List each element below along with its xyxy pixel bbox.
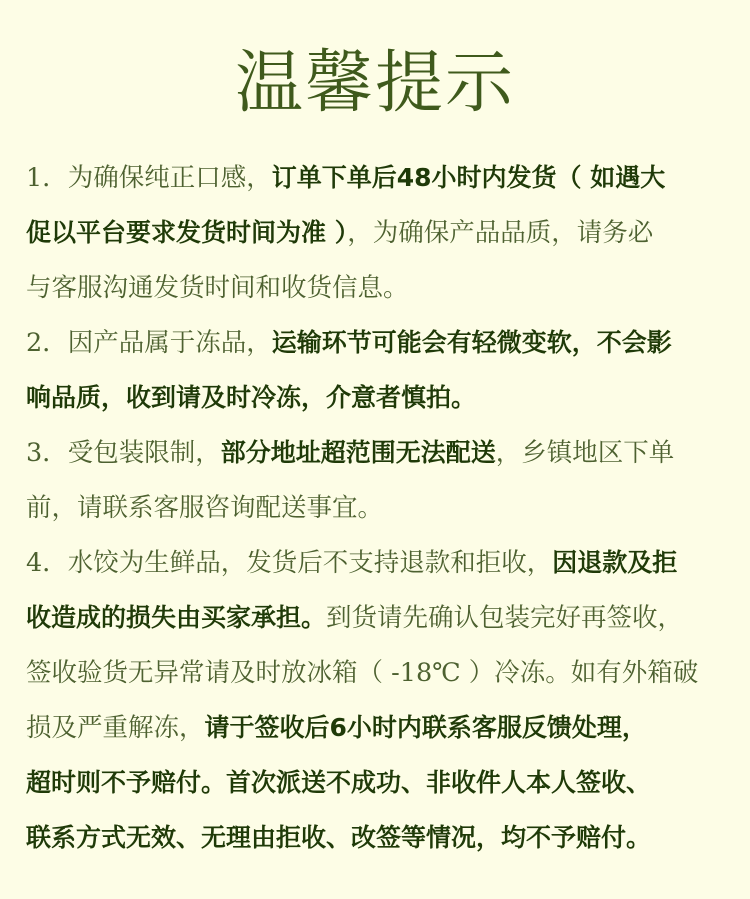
notice-line	[26, 370, 736, 426]
text-segment: 4．水饺为生鲜品，发货后不支持退款和拒收，	[26, 548, 553, 578]
notice-line	[26, 315, 736, 371]
notice-line	[26, 645, 736, 701]
notice-line	[26, 150, 736, 206]
notice-line	[26, 260, 736, 316]
page-title: 温馨提示	[234, 44, 515, 123]
emphasis-text: 收造成的损失由买家承担。	[26, 603, 327, 632]
notice-line	[26, 590, 736, 646]
notice-line	[26, 535, 736, 591]
text-segment: 1．为确保纯正口感，	[26, 163, 272, 193]
emphasis-text: 联系方式无效、无理由拒收、改签等情况，均不予赔付。	[26, 823, 652, 852]
text-segment: 前，请联系客服咨询配送事宜。	[26, 493, 384, 523]
notice-line	[26, 700, 736, 756]
notice-line	[26, 755, 736, 811]
text-segment: 2．因产品属于冻品，	[26, 328, 272, 358]
notice-line	[26, 425, 736, 481]
notice-line	[26, 810, 736, 866]
emphasis-text: 促以平台要求发货时间为准 ）	[26, 218, 348, 247]
text-segment: 与客服沟通发货时间和收货信息。	[26, 273, 409, 303]
text-segment: 损及严重解冻，	[26, 713, 205, 743]
emphasis-text: 请于签收后6小时内联系客服反馈处理，	[204, 713, 647, 742]
emphasis-text: 响品质，收到请及时冷冻，介意者慎拍。	[26, 383, 477, 412]
notice-line	[26, 480, 736, 536]
notice-line	[26, 205, 736, 261]
text-segment: 到货请先确认包装完好再签收，	[326, 603, 684, 633]
text-segment: ，乡镇地区下单	[495, 438, 675, 468]
emphasis-text: 订单下单后48小时内发货（ 如遇大	[271, 163, 666, 192]
emphasis-text: 超时则不予赔付。首次派送不成功、非收件人本人签收、	[26, 768, 652, 797]
emphasis-text: 运输环节可能会有轻微变软，不会影	[271, 328, 672, 357]
text-segment: 签收验货无异常请及时放冰箱（ -18℃ ）冷冻。如有外箱破	[26, 658, 699, 688]
emphasis-text: 部分地址超范围无法配送	[220, 438, 496, 467]
text-segment: ，为确保产品品质，请务必	[347, 218, 654, 248]
text-segment: 3．受包装限制，	[26, 438, 221, 468]
emphasis-text: 因退款及拒	[552, 548, 678, 577]
